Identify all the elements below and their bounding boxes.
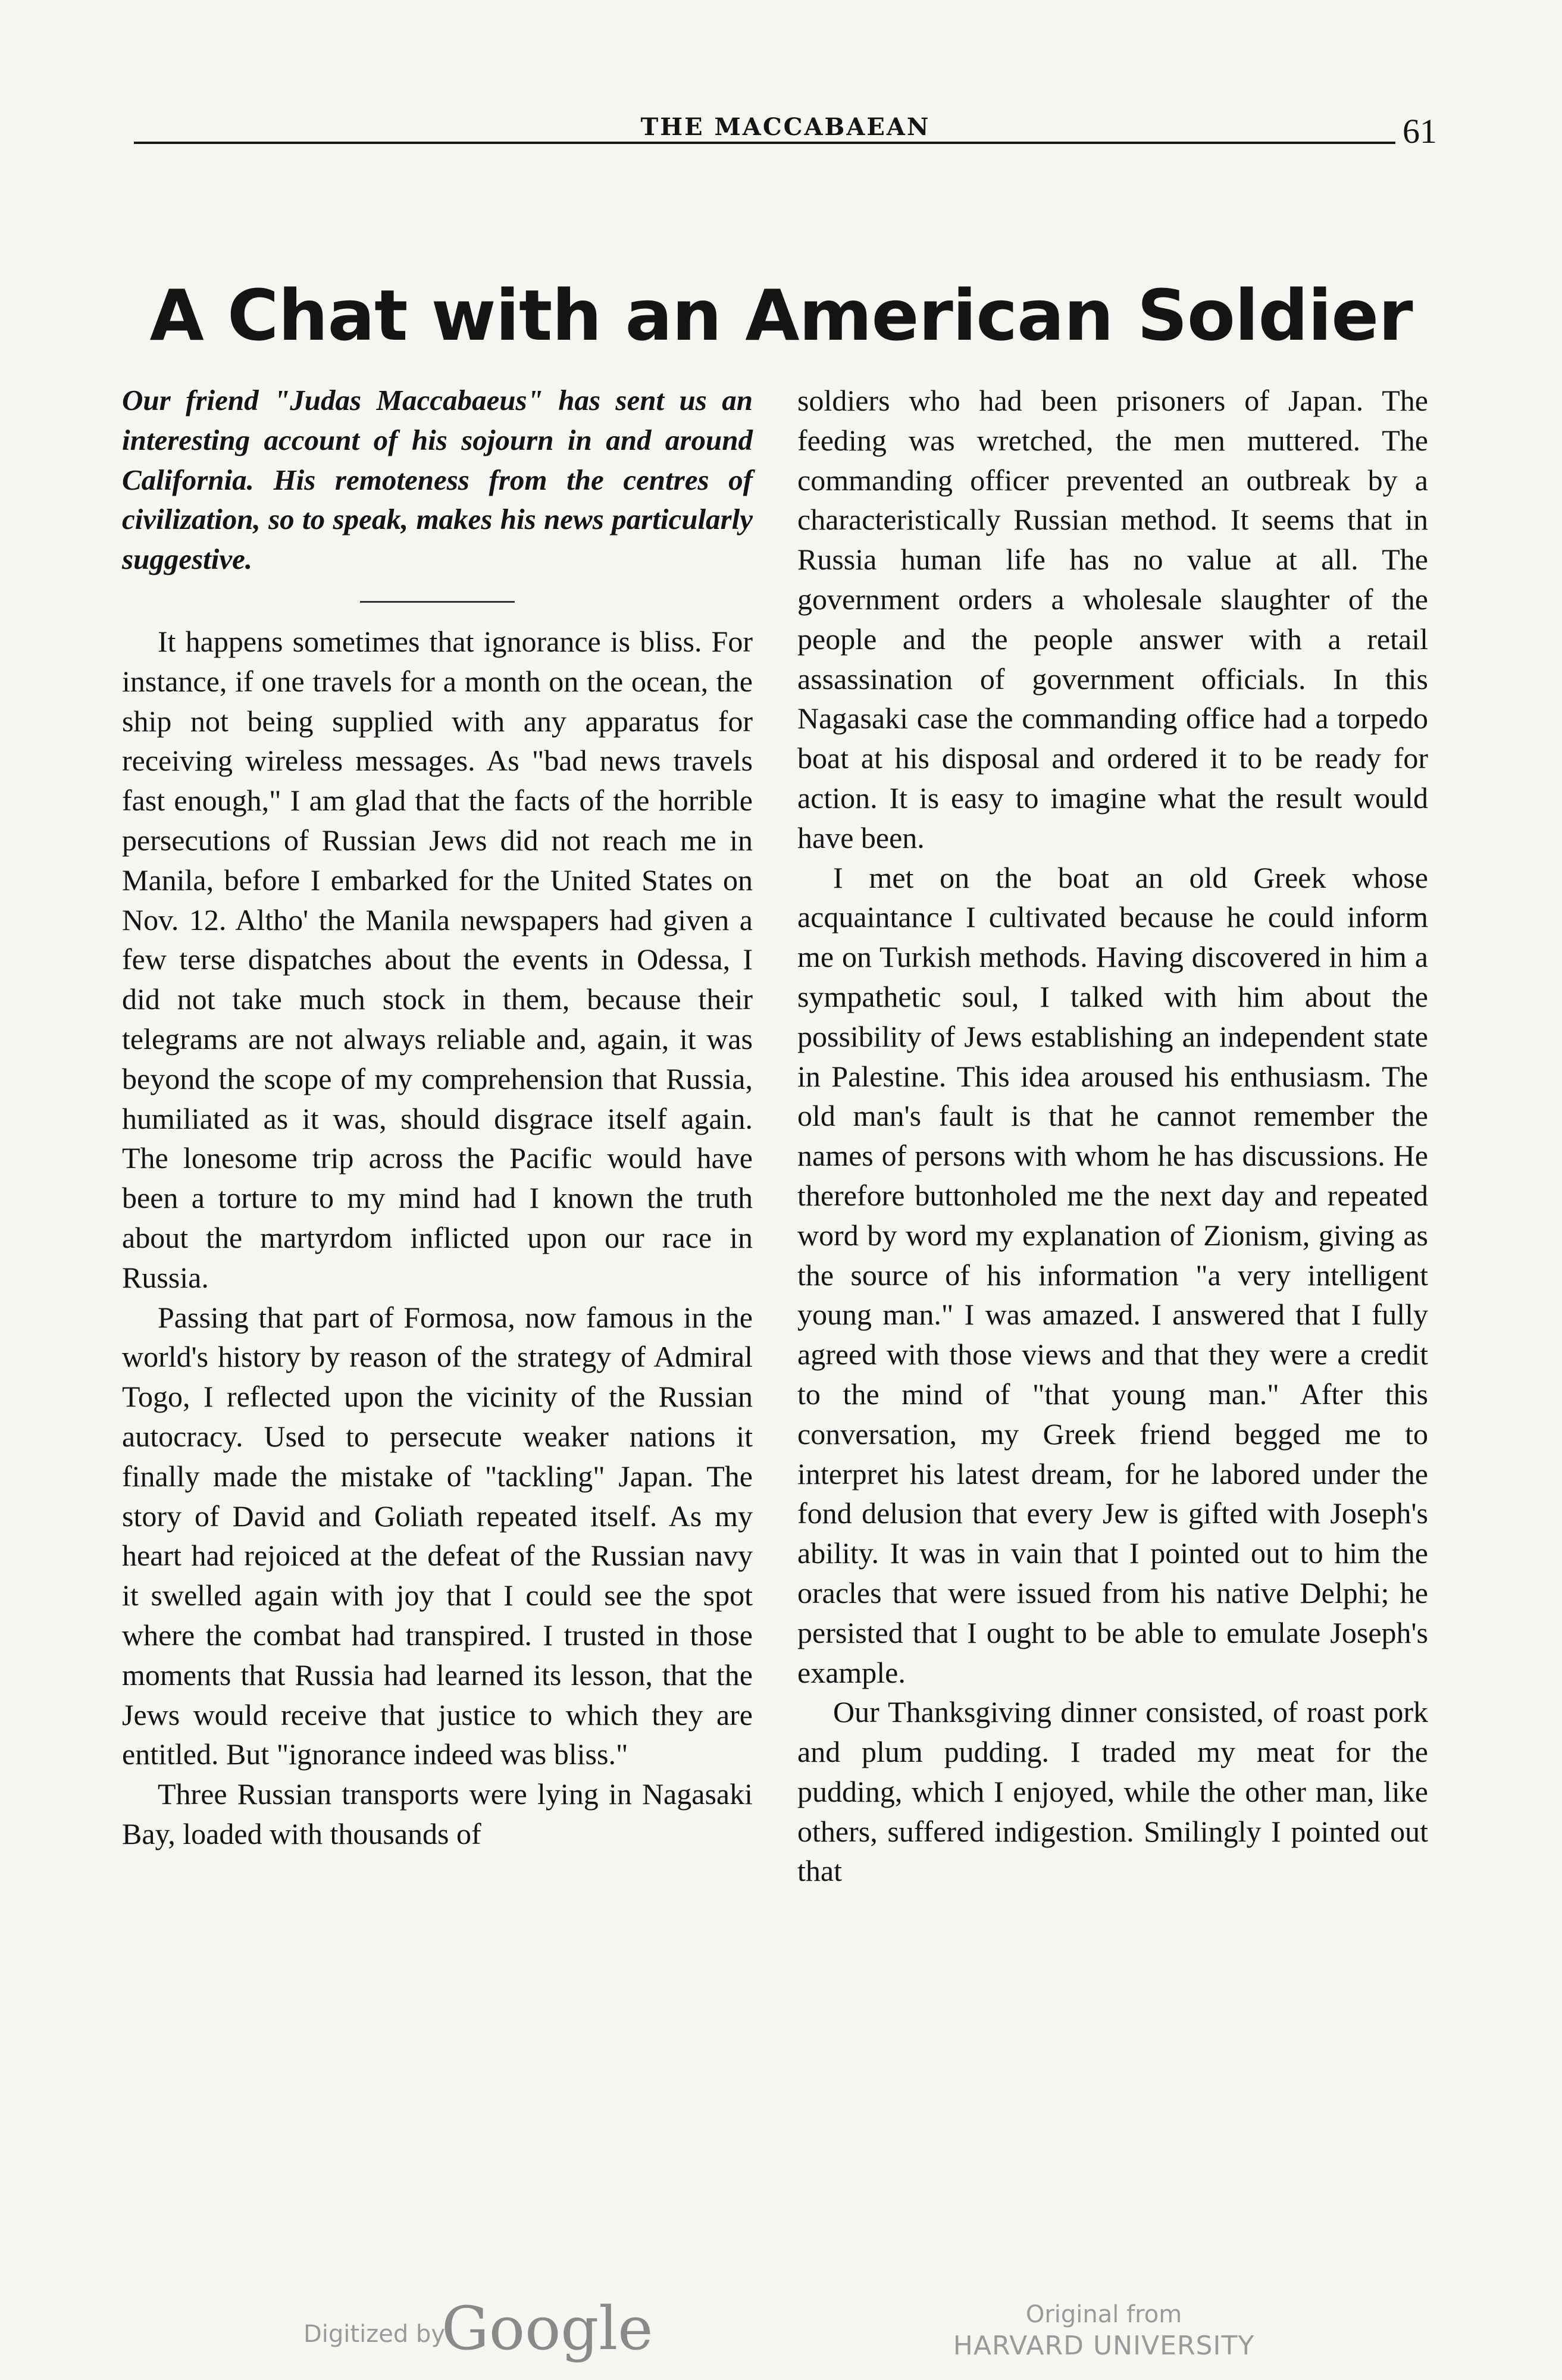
running-header [134, 113, 1437, 149]
header-rule [134, 142, 1437, 144]
google-logo: Google [442, 2294, 653, 2363]
digitized-by-label: Digitized by [303, 2320, 445, 2348]
intro-separator [360, 601, 515, 603]
paragraph: I met on the boat an old Greek whose acquaintance I cultivated because he could inform me on Turkish methods. Having discovered in him a sympathetic soul, I talked with him about the possibility of Jews establishing an independent state in Palestine. This idea aroused his enthusiasm. The old man's fault is that he cannot remember the names of persons with whom he has discussions. He therefore buttonholed me the next day and repeated word by word my explanation of Zionism, giving as the source of his information "a very intelligent young man." I was amazed. I answered that I fully agreed with those views and that they were a credit to the mind of "that young man." After this conversation, my Greek friend begged me to interpret his latest dream, for he labored under the fond delusion that every Jew is gifted with Joseph's ability. It was in vain that I pointed out to him the oracles that were issued from his native Delphi; he persisted that I ought to be able to emulate Joseph's example. [797, 860, 1428, 1689]
paragraph: Our Thanksgiving dinner consisted, of roast pork and plum pudding. I traded my meat for the pudding, which I enjoyed, while the other man, like others, suffered indigestion. Smilingly I pointed out that [797, 1695, 1428, 1888]
right-column [797, 381, 1428, 1891]
source-library [916, 2300, 1291, 2363]
paragraph: soldiers who had been prisoners of Japan. The feeding was wretched, the men muttered. The commanding officer prevented an outbreak by a characteristically Russian method. It seems that in Russia human life has no value at all. The government orders a wholesale slaughter of the people and the people answer with a retail assassination of government officials. In this Nagasaki case the commanding office had a torpedo boat at his disposal and ordered it to be ready for action. It is easy to imagine what the result would have been. [797, 384, 1428, 854]
paragraph: It happens sometimes that ignorance is bliss. For instance, if one travels for a month on the ocean, the ship not being supplied with any apparatus for receiving wireless messages. As "bad news travels fast enough," I am glad that the facts of the horrible persecutions of Russian Jews did not reach me in Manila, before I embarked for the United States on Nov. 12. Altho' the Manila newspapers had given a few terse dispatches about the events in Odessa, I did not take much stock in them, because their telegrams are not always reliable and, again, it was beyond the scope of my comprehension that Russia, humiliated as it was, should disgrace itself again. The lonesome trip across the Pacific would have been a torture to my mind had I known the truth about the martyrdom inflicted upon our race in Russia. [122, 624, 753, 1294]
digitized-by-watermark [303, 2294, 653, 2365]
article-title: A Chat with an American Soldier [149, 274, 1413, 356]
paragraph: Passing that part of Formosa, now famous in the world's history by reason of the strategy of Admiral Togo, I reflected upon the vicinity of the Russian autocracy. Used to persecute weaker nations it finally made the mistake of "tackling" Japan. The story of David and Goliath repeated itself. As my heart had rejoiced at the defeat of the Russian navy it swelled again with joy that I could see the spot where the combat had transpired. I trusted in those moments that Russia had learned its lesson, that the Jews would receive that justice to which they are entitled. But "ignorance indeed was bliss." [122, 1300, 753, 1771]
institution-name: HARVARD UNIVERSITY [953, 2331, 1255, 2361]
paragraph: Three Russian transports were lying in Nagasaki Bay, loaded with thousands of [122, 1777, 753, 1850]
page-number: 61 [1395, 114, 1437, 149]
original-from-label: Original from [1025, 2301, 1182, 2328]
editor-intro: Our friend "Judas Maccabaeus" has sent us an interesting account of his sojourn in and around California. His remoteness from the centres of civilization, so to speak, makes his news particularly suggestive. [122, 384, 753, 576]
left-column [122, 381, 753, 1854]
journal-name: THE MACCABAEAN [633, 113, 939, 141]
